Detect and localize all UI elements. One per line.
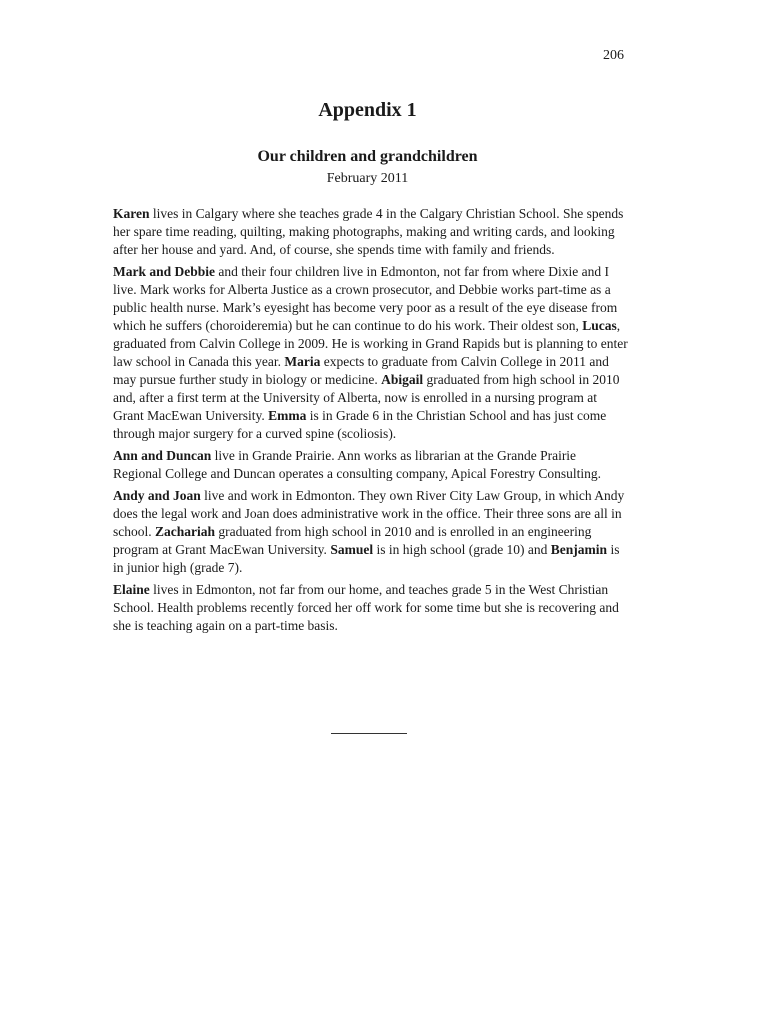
- person-name: Zachariah: [155, 524, 216, 539]
- paragraph-elaine: [113, 581, 628, 635]
- person-name: Mark and Debbie: [113, 264, 216, 279]
- paragraph-text: graduated from high school in 2010 and, after a first term at the University of Alberta, now is enrolled in a nursing program at Grant MacEwan University.: [113, 372, 620, 423]
- page-number: 206: [603, 48, 624, 63]
- date-line: February 2011: [326, 171, 409, 186]
- person-name: Emma: [268, 408, 307, 423]
- body-text: [113, 205, 628, 639]
- paragraph-text: lives in Calgary where she teaches grade 4 in the Calgary Christian School. She spends her spare time reading, quilting, making photographs, making and writing cards, and looking after her house and yard. And, of course, she spends time with family and friends.: [113, 206, 624, 257]
- person-name: Karen: [113, 206, 150, 221]
- paragraph-text: lives in Edmonton, not far from our home, and teaches grade 5 in the West Christian School. Health problems recently forced her off work for some time but she is recovering and she is teaching again on a part-time basis.: [113, 582, 619, 633]
- person-name: Lucas: [582, 318, 617, 333]
- paragraph-text: and their four children live in Edmonton, not far from where Dixie and I live. Mark works for Alberta Justice as a crown prosecutor, and Debbie works part-time as a public health nurse. Mark’s eyesight has become very poor as a result of the eye disease from which he suffers (choroideremia) but he can continue to do his work. Their oldest son,: [113, 264, 618, 333]
- appendix-title: Appendix 1: [318, 99, 417, 121]
- paragraph-mark-and-debbie: [113, 263, 628, 443]
- paragraph-text: is in junior high (grade 7).: [113, 542, 620, 575]
- paragraph-text: expects to graduate from Calvin College in 2011 and may pursue further study in biology or medicine.: [113, 354, 609, 387]
- paragraph-text: , graduated from Calvin College in 2009. He is working in Grand Rapids but is planning to enter law school in Canada this year.: [113, 318, 628, 369]
- paragraph-text: live in Grande Prairie. Ann works as librarian at the Grande Prairie Regional College and Duncan operates a consulting company, Apical Forestry Consulting.: [113, 448, 602, 481]
- paragraph-text: is in Grade 6 in the Christian School and has just come through major surgery for a curved spine (scoliosis).: [113, 408, 607, 441]
- person-name: Samuel: [330, 542, 374, 557]
- paragraph-text: live and work in Edmonton. They own River City Law Group, in which Andy does the legal work and Joan does administrative work in the office. Their three sons are all in school.: [113, 488, 625, 539]
- person-name: Andy and Joan: [113, 488, 201, 503]
- paragraph-ann-and-duncan: [113, 447, 628, 483]
- paragraph-andy-and-joan: [113, 487, 628, 577]
- person-name: Maria: [284, 354, 321, 369]
- end-rule: [331, 733, 407, 734]
- section-title: Our children and grandchildren: [257, 148, 478, 165]
- person-name: Ann and Duncan: [113, 448, 212, 463]
- paragraph-karen: [113, 205, 628, 259]
- person-name: Abigail: [381, 372, 424, 387]
- paragraph-text: graduated from high school in 2010 and is enrolled in an engineering program at Grant MacEwan University.: [113, 524, 592, 557]
- paragraph-text: is in high school (grade 10) and: [373, 542, 551, 557]
- person-name: Benjamin: [550, 542, 608, 557]
- person-name: Elaine: [113, 582, 150, 597]
